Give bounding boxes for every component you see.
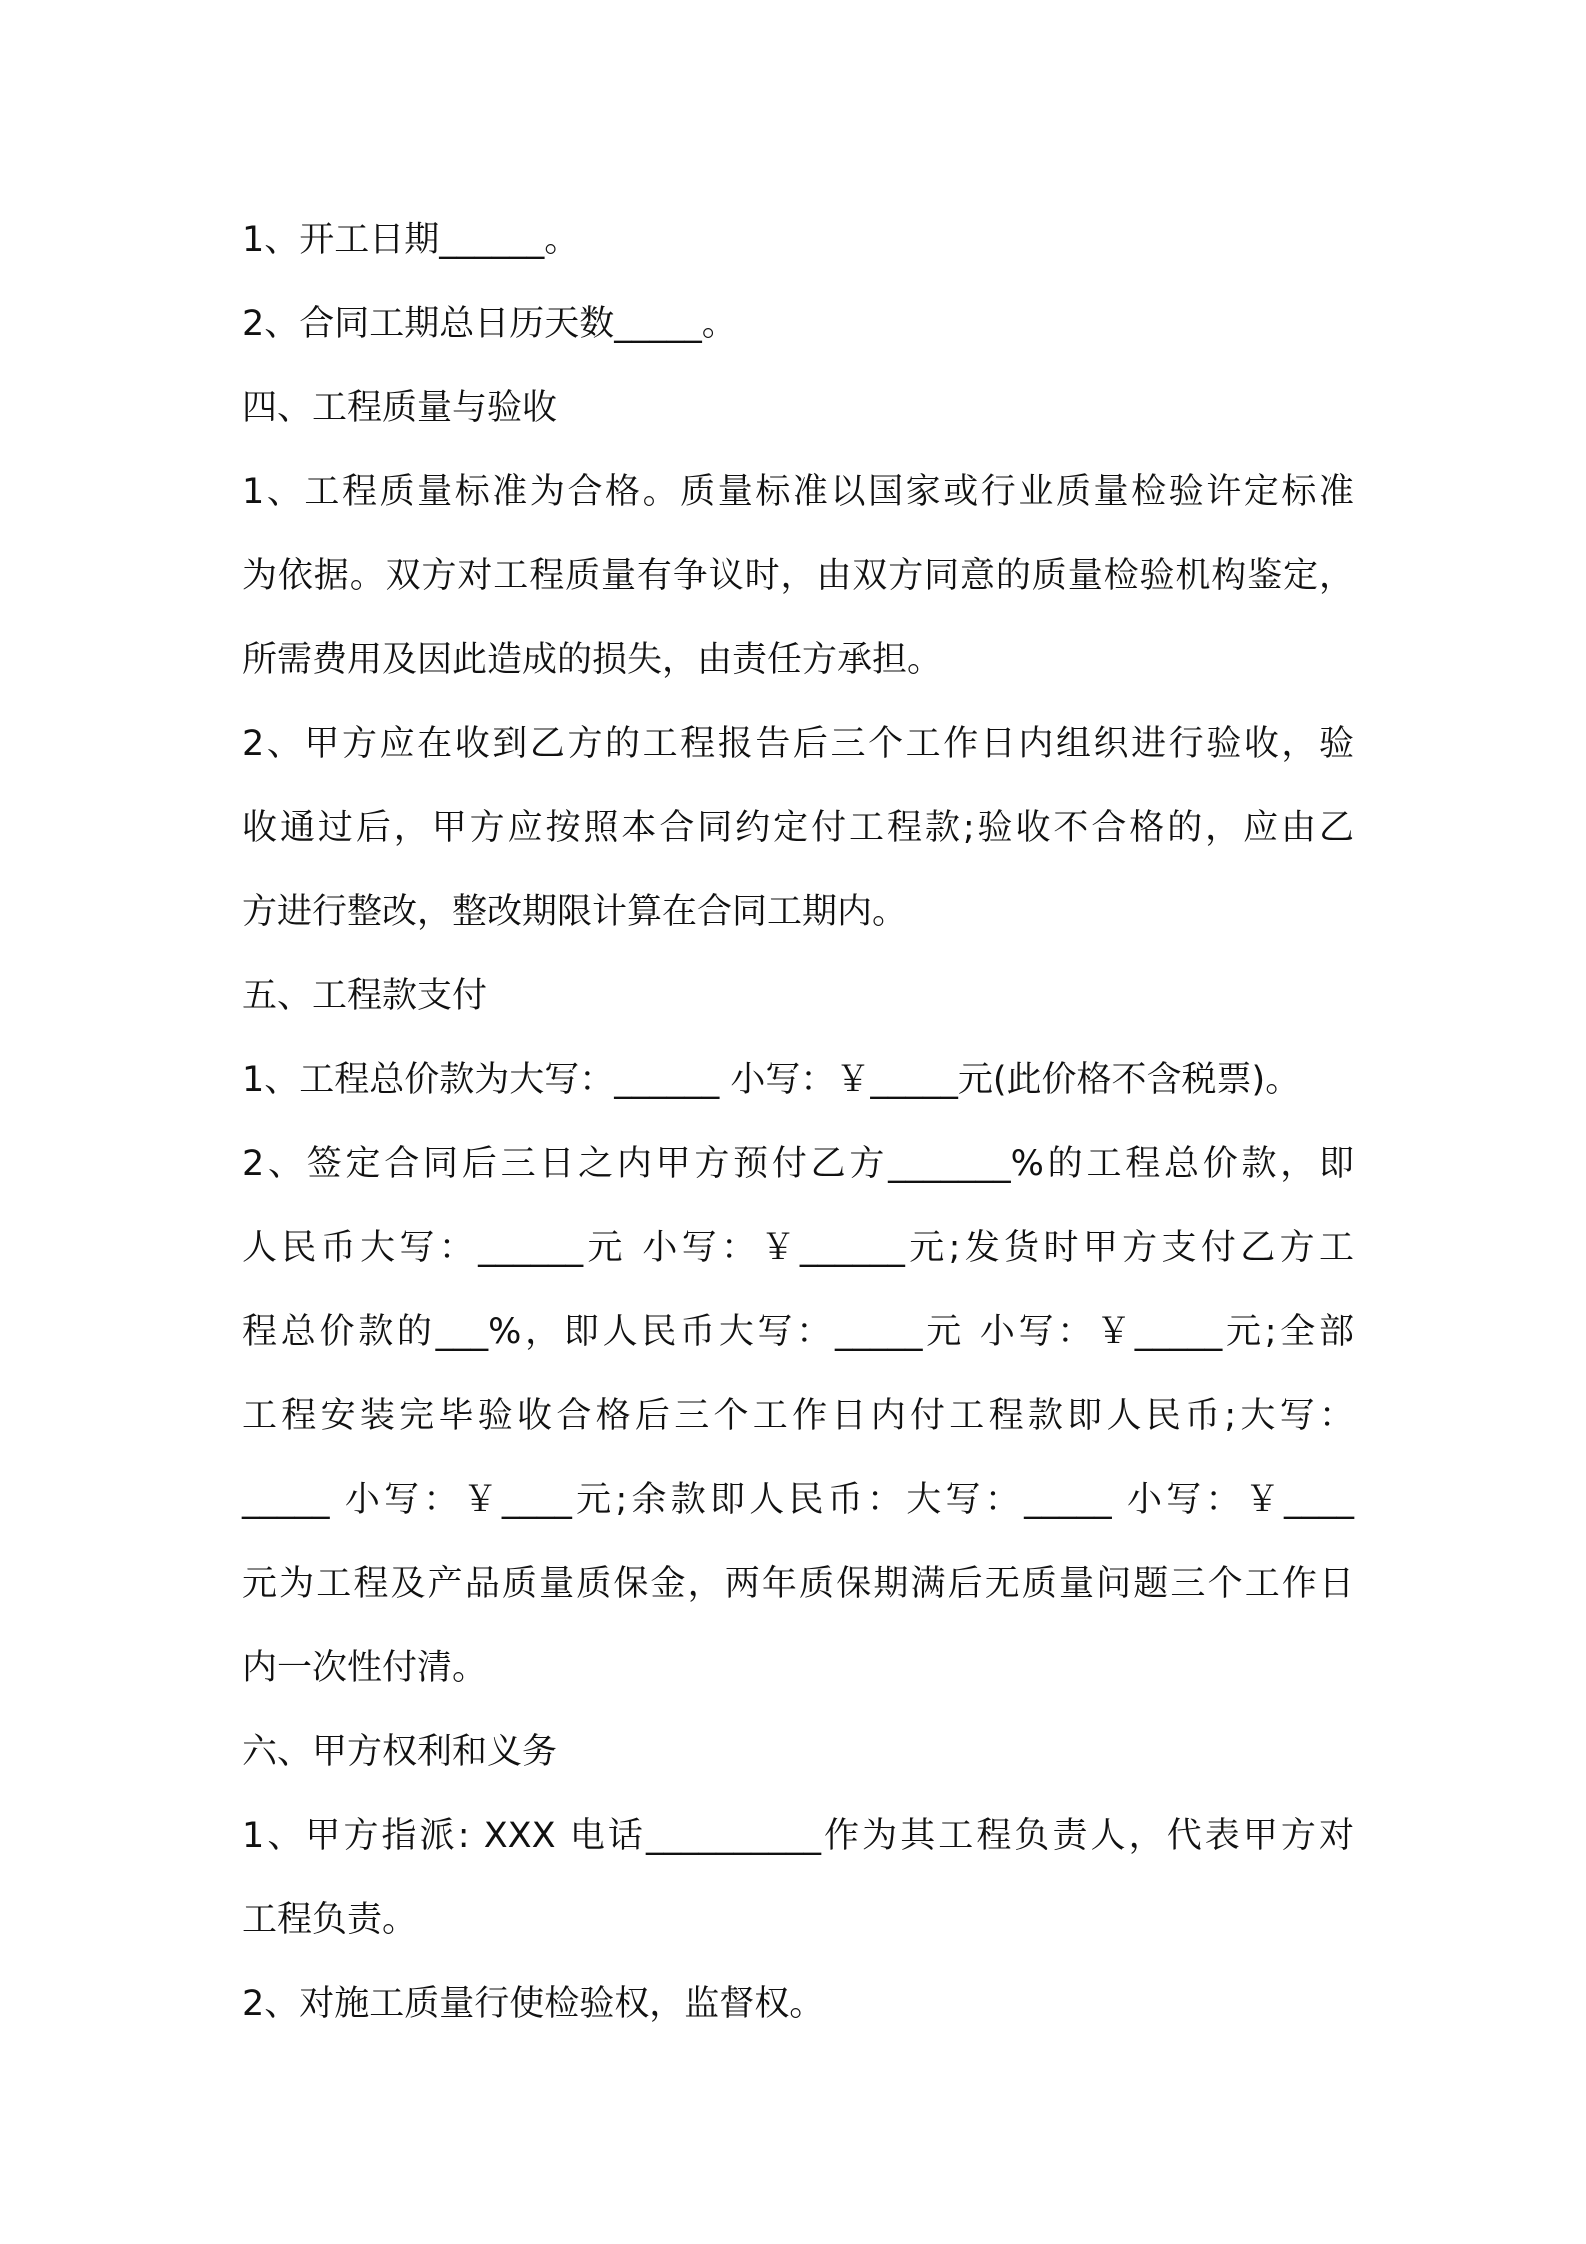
text-line: 1、甲方指派: XXX 电话__________作为其工程负责人，代表甲方对 bbox=[242, 1816, 1354, 1856]
text-line: 方进行整改，整改期限计算在合同工期内。 bbox=[242, 892, 908, 932]
text-line: 1、工程质量标准为合格。质量标准以国家或行业质量检验许定标准 bbox=[242, 472, 1354, 512]
text-line: 工程负责。 bbox=[242, 1900, 418, 1940]
text-line: 2、签定合同后三日之内甲方预付乙方_______%的工程总价款，即 bbox=[242, 1144, 1354, 1184]
text-line: 2、甲方应在收到乙方的工程报告后三个工作日内组织进行验收，验 bbox=[242, 724, 1354, 764]
section-heading-quality: 四、工程质量与验收 bbox=[242, 388, 558, 428]
section-heading-party-a-rights: 六、甲方权利和义务 bbox=[242, 1732, 558, 1772]
text-line: 2、合同工期总日历天数_____。 bbox=[242, 304, 737, 344]
text-line: 2、对施工质量行使检验权，监督权。 bbox=[242, 1984, 825, 2024]
text-line: 1、工程总价款为大写：______ 小写：￥_____元(此价格不含税票)。 bbox=[242, 1060, 1301, 1100]
text-line: 收通过后，甲方应按照本合同约定付工程款;验收不合格的，应由乙 bbox=[242, 808, 1354, 848]
section-heading-payment: 五、工程款支付 bbox=[242, 976, 488, 1016]
text-line: 所需费用及因此造成的损失，由责任方承担。 bbox=[242, 640, 943, 680]
text-line: 为依据。双方对工程质量有争议时，由双方同意的质量检验机构鉴定， bbox=[242, 556, 1354, 596]
text-line: 内一次性付清。 bbox=[242, 1648, 488, 1688]
text-line: 人民币大写：______元 小写：￥______元;发货时甲方支付乙方工 bbox=[242, 1228, 1354, 1268]
text-line: 元为工程及产品质量质保金，两年质保期满后无质量问题三个工作日 bbox=[242, 1564, 1354, 1604]
text-line: _____ 小写：￥____元;余款即人民币：大写：_____ 小写：￥____ bbox=[242, 1480, 1354, 1520]
document-body bbox=[242, 198, 1354, 2046]
text-line: 程总价款的___%，即人民币大写：_____元 小写：￥_____元;全部 bbox=[242, 1312, 1354, 1352]
text-line: 工程安装完毕验收合格后三个工作日内付工程款即人民币;大写： bbox=[242, 1396, 1354, 1436]
text-line: 1、开工日期______。 bbox=[242, 220, 580, 260]
